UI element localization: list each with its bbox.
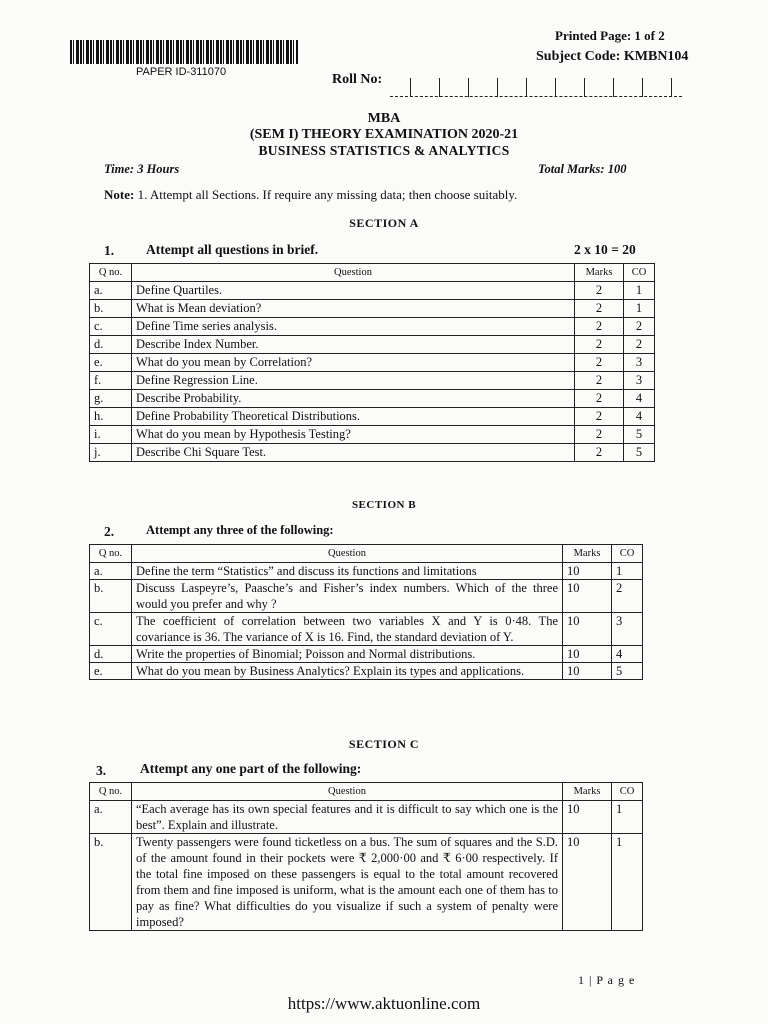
paper-id: PAPER ID-311070 bbox=[136, 66, 227, 78]
section-a-title: SECTION A bbox=[349, 216, 419, 230]
q-no: b. bbox=[90, 300, 132, 318]
section-b-title: SECTION B bbox=[351, 499, 417, 511]
col-co: CO bbox=[612, 783, 643, 801]
q-no: d. bbox=[90, 646, 132, 663]
q-co: 1 bbox=[612, 563, 643, 580]
section-a-table bbox=[89, 263, 655, 462]
q-marks: 2 bbox=[575, 282, 624, 300]
q-co: 5 bbox=[612, 663, 643, 680]
q-co: 1 bbox=[612, 801, 643, 834]
col-marks: Marks bbox=[563, 545, 612, 563]
col-qno: Q no. bbox=[90, 783, 132, 801]
q-text: The coefficient of correlation between two variables X and Y is 0·48. The covariance is 36. The variance of X is 16. Find, the standard deviation of Y. bbox=[132, 613, 563, 646]
q-marks: 10 bbox=[563, 646, 612, 663]
q-marks: 10 bbox=[563, 663, 612, 680]
table-row bbox=[90, 663, 643, 680]
table-row bbox=[90, 613, 643, 646]
q-text: Twenty passengers were found ticketless on a bus. The sum of squares and the S.D. of the amount found in their pockets were ₹ 2,000·00 and ₹ 6·00 respectively. If the total fine imposed on these passengers is equal to the total amount recovered from them and fine imposed is uniform, what is the amount each one of them has to pay as fine? What difficulties do you visualize if such a system of penalty were imposed? bbox=[132, 834, 563, 931]
exam-title: (SEM I) THEORY EXAMINATION 2020-21 bbox=[249, 127, 519, 142]
q-text: Define the term “Statistics” and discuss its functions and limitations bbox=[132, 563, 563, 580]
q-co: 3 bbox=[624, 354, 655, 372]
q-no: i. bbox=[90, 426, 132, 444]
col-question: Question bbox=[132, 545, 563, 563]
q-no: h. bbox=[90, 408, 132, 426]
q-marks: 2 bbox=[575, 408, 624, 426]
q-no: a. bbox=[90, 801, 132, 834]
q-co: 2 bbox=[624, 336, 655, 354]
q-marks: 2 bbox=[575, 354, 624, 372]
table-row bbox=[90, 372, 655, 390]
q-no: f. bbox=[90, 372, 132, 390]
q-marks: 2 bbox=[575, 390, 624, 408]
q-marks: 10 bbox=[563, 563, 612, 580]
q-marks: 10 bbox=[563, 801, 612, 834]
col-marks: Marks bbox=[563, 783, 612, 801]
note bbox=[104, 187, 517, 203]
section-b-table bbox=[89, 544, 643, 680]
q-co: 2 bbox=[624, 318, 655, 336]
q-text: Define Time series analysis. bbox=[132, 318, 575, 336]
q-marks: 10 bbox=[563, 580, 612, 613]
printed-page: Printed Page: 1 of 2 bbox=[555, 28, 665, 43]
q-no: e. bbox=[90, 354, 132, 372]
q-marks: 10 bbox=[563, 613, 612, 646]
table-row bbox=[90, 336, 655, 354]
q-no: a. bbox=[90, 563, 132, 580]
q1-number: 1. bbox=[104, 243, 115, 258]
table-header-row bbox=[90, 545, 643, 563]
subject-title: BUSINESS STATISTICS & ANALYTICS bbox=[258, 143, 510, 158]
q-text: What is Mean deviation? bbox=[132, 300, 575, 318]
q-marks: 2 bbox=[575, 318, 624, 336]
q-co: 1 bbox=[624, 300, 655, 318]
q1-score: 2 x 10 = 20 bbox=[574, 242, 636, 257]
table-row bbox=[90, 563, 643, 580]
q-co: 3 bbox=[612, 613, 643, 646]
q-marks: 2 bbox=[575, 336, 624, 354]
q-no: b. bbox=[90, 580, 132, 613]
subject-code: Subject Code: KMBN104 bbox=[536, 49, 689, 64]
q-text: Define Probability Theoretical Distributions. bbox=[132, 408, 575, 426]
q-marks: 2 bbox=[575, 300, 624, 318]
col-qno: Q no. bbox=[90, 545, 132, 563]
note-label: Note: bbox=[104, 187, 135, 202]
total-marks: Total Marks: 100 bbox=[538, 162, 627, 176]
q-co: 4 bbox=[624, 390, 655, 408]
program: MBA bbox=[367, 111, 401, 126]
table-row bbox=[90, 408, 655, 426]
q2-instruction: Attempt any three of the following: bbox=[146, 523, 334, 537]
col-question: Question bbox=[132, 783, 563, 801]
roll-no-label: Roll No: bbox=[332, 72, 383, 87]
q2-number: 2. bbox=[104, 524, 115, 539]
table-row bbox=[90, 834, 643, 931]
table-row bbox=[90, 801, 643, 834]
q-text: Define Quartiles. bbox=[132, 282, 575, 300]
table-row bbox=[90, 318, 655, 336]
q-co: 1 bbox=[624, 282, 655, 300]
q-marks: 2 bbox=[575, 426, 624, 444]
table-row bbox=[90, 300, 655, 318]
q-text: “Each average has its own special features and it is difficult to say which one is the best”. Explain and illustrate. bbox=[132, 801, 563, 834]
q-text: What do you mean by Hypothesis Testing? bbox=[132, 426, 575, 444]
q-co: 1 bbox=[612, 834, 643, 931]
q-co: 5 bbox=[624, 426, 655, 444]
q3-instruction: Attempt any one part of the following: bbox=[140, 761, 362, 776]
q-no: a. bbox=[90, 282, 132, 300]
q-marks: 10 bbox=[563, 834, 612, 931]
q-no: b. bbox=[90, 834, 132, 931]
note-text: 1. Attempt all Sections. If require any missing data; then choose suitably. bbox=[137, 187, 518, 202]
table-row bbox=[90, 646, 643, 663]
q-no: g. bbox=[90, 390, 132, 408]
q-co: 3 bbox=[624, 372, 655, 390]
col-marks: Marks bbox=[575, 264, 624, 282]
table-row bbox=[90, 354, 655, 372]
barcode bbox=[70, 40, 298, 64]
q-no: c. bbox=[90, 613, 132, 646]
table-row bbox=[90, 580, 643, 613]
q-text: Discuss Laspeyre’s, Paasche’s and Fisher’s index numbers. Which of the three would you prefer and why ? bbox=[132, 580, 563, 613]
col-co: CO bbox=[624, 264, 655, 282]
q-no: d. bbox=[90, 336, 132, 354]
q-text: Describe Probability. bbox=[132, 390, 575, 408]
table-row bbox=[90, 390, 655, 408]
q-co: 4 bbox=[624, 408, 655, 426]
col-question: Question bbox=[132, 264, 575, 282]
q-text: Describe Chi Square Test. bbox=[132, 444, 575, 462]
q-no: e. bbox=[90, 663, 132, 680]
q-text: What do you mean by Business Analytics? Explain its types and applications. bbox=[132, 663, 563, 680]
table-row bbox=[90, 444, 655, 462]
q-text: Define Regression Line. bbox=[132, 372, 575, 390]
q-no: j. bbox=[90, 444, 132, 462]
table-header-row bbox=[90, 783, 643, 801]
section-c-table bbox=[89, 782, 643, 931]
table-header-row bbox=[90, 264, 655, 282]
q-marks: 2 bbox=[575, 444, 624, 462]
table-row bbox=[90, 426, 655, 444]
section-c-title: SECTION C bbox=[348, 737, 420, 751]
footer-url[interactable]: https://www.aktuonline.com bbox=[287, 994, 481, 1013]
q1-instruction: Attempt all questions in brief. bbox=[146, 242, 319, 257]
q-no: c. bbox=[90, 318, 132, 336]
time-label: Time: 3 Hours bbox=[104, 162, 180, 176]
col-co: CO bbox=[612, 545, 643, 563]
page-number: 1 | P a g e bbox=[578, 973, 636, 987]
roll-no-boxes[interactable] bbox=[390, 78, 682, 97]
q-text: Write the properties of Binomial; Poisson and Normal distributions. bbox=[132, 646, 563, 663]
col-qno: Q no. bbox=[90, 264, 132, 282]
table-row bbox=[90, 282, 655, 300]
q-co: 2 bbox=[612, 580, 643, 613]
q-text: What do you mean by Correlation? bbox=[132, 354, 575, 372]
q3-number: 3. bbox=[96, 763, 107, 778]
q-text: Describe Index Number. bbox=[132, 336, 575, 354]
q-marks: 2 bbox=[575, 372, 624, 390]
q-co: 4 bbox=[612, 646, 643, 663]
q-co: 5 bbox=[624, 444, 655, 462]
